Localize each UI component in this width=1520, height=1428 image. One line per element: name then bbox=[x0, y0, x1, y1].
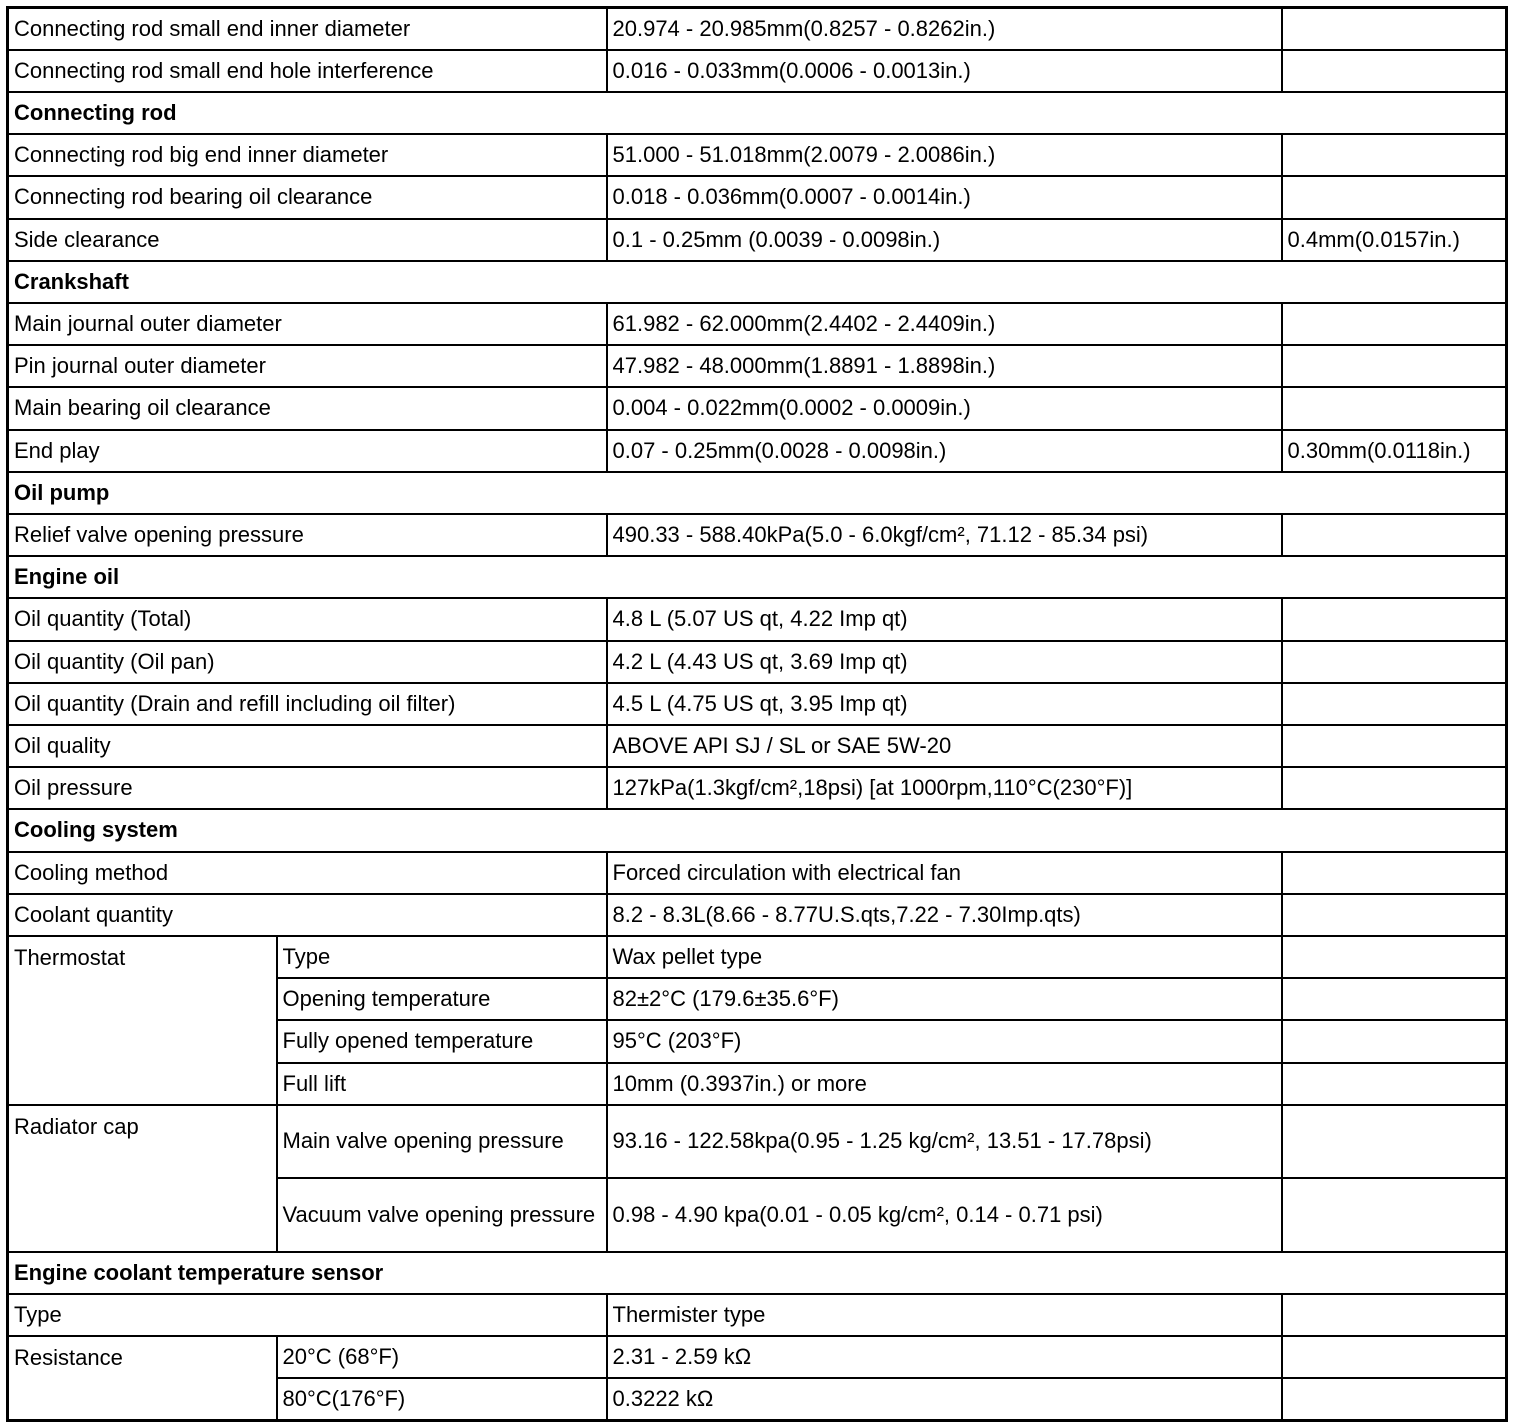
spec-label: Main bearing oil clearance bbox=[8, 387, 607, 429]
section-title-connecting-rod: Connecting rod bbox=[8, 92, 1507, 134]
spec-label: Side clearance bbox=[8, 219, 607, 261]
spec-value: 4.8 L (5.07 US qt, 4.22 Imp qt) bbox=[607, 598, 1282, 640]
spec-value: 10mm (0.3937in.) or more bbox=[607, 1063, 1282, 1105]
spec-label: Connecting rod small end hole interference bbox=[8, 50, 607, 92]
spec-limit bbox=[1282, 1336, 1507, 1378]
spec-value: 95°C (203°F) bbox=[607, 1020, 1282, 1062]
spec-value: 61.982 - 62.000mm(2.4402 - 2.4409in.) bbox=[607, 303, 1282, 345]
table-row bbox=[8, 303, 1507, 345]
spec-value: 20.974 - 20.985mm(0.8257 - 0.8262in.) bbox=[607, 8, 1282, 50]
spec-label: Cooling method bbox=[8, 852, 607, 894]
spec-label: Oil quality bbox=[8, 725, 607, 767]
spec-sublabel: Full lift bbox=[277, 1063, 607, 1105]
table-row bbox=[8, 8, 1507, 50]
spec-limit bbox=[1282, 176, 1507, 218]
spec-limit bbox=[1282, 50, 1507, 92]
section-header-row bbox=[8, 261, 1507, 303]
table-row bbox=[8, 387, 1507, 429]
section-title-ect-sensor: Engine coolant temperature sensor bbox=[8, 1252, 1507, 1294]
spec-value: 2.31 - 2.59 kΩ bbox=[607, 1336, 1282, 1378]
table-row bbox=[8, 725, 1507, 767]
spec-limit bbox=[1282, 1294, 1507, 1336]
spec-limit bbox=[1282, 936, 1507, 978]
spec-sublabel: 20°C (68°F) bbox=[277, 1336, 607, 1378]
section-header-row bbox=[8, 1252, 1507, 1294]
spec-limit bbox=[1282, 303, 1507, 345]
table-row bbox=[8, 1336, 1507, 1378]
spec-value: 0.016 - 0.033mm(0.0006 - 0.0013in.) bbox=[607, 50, 1282, 92]
spec-limit bbox=[1282, 767, 1507, 809]
spec-label: Type bbox=[8, 1294, 607, 1336]
spec-value: Wax pellet type bbox=[607, 936, 1282, 978]
table-row bbox=[8, 1105, 1507, 1178]
section-header-row bbox=[8, 472, 1507, 514]
spec-sublabel: Type bbox=[277, 936, 607, 978]
spec-label: Oil pressure bbox=[8, 767, 607, 809]
spec-sublabel: Fully opened temperature bbox=[277, 1020, 607, 1062]
spec-label: Pin journal outer diameter bbox=[8, 345, 607, 387]
table-row bbox=[8, 641, 1507, 683]
spec-limit bbox=[1282, 514, 1507, 556]
spec-limit bbox=[1282, 1020, 1507, 1062]
spec-value: ABOVE API SJ / SL or SAE 5W-20 bbox=[607, 725, 1282, 767]
spec-value: 0.3222 kΩ bbox=[607, 1378, 1282, 1420]
table-row bbox=[8, 852, 1507, 894]
spec-sublabel: Main valve opening pressure bbox=[277, 1105, 607, 1178]
table-row bbox=[8, 50, 1507, 92]
spec-value: 0.004 - 0.022mm(0.0002 - 0.0009in.) bbox=[607, 387, 1282, 429]
spec-value: 82±2°C (179.6±35.6°F) bbox=[607, 978, 1282, 1020]
spec-label: Oil quantity (Total) bbox=[8, 598, 607, 640]
table-row bbox=[8, 894, 1507, 936]
spec-limit bbox=[1282, 1105, 1507, 1178]
spec-value: 8.2 - 8.3L(8.66 - 8.77U.S.qts,7.22 - 7.30Imp.qts) bbox=[607, 894, 1282, 936]
section-title-engine-oil: Engine oil bbox=[8, 556, 1507, 598]
spec-limit: 0.4mm(0.0157in.) bbox=[1282, 219, 1507, 261]
spec-label: Coolant quantity bbox=[8, 894, 607, 936]
spec-value: Thermister type bbox=[607, 1294, 1282, 1336]
spec-value: 0.98 - 4.90 kpa(0.01 - 0.05 kg/cm², 0.14 - 0.71 psi) bbox=[607, 1178, 1282, 1251]
spec-value: 0.1 - 0.25mm (0.0039 - 0.0098in.) bbox=[607, 219, 1282, 261]
spec-limit bbox=[1282, 683, 1507, 725]
table-row bbox=[8, 1294, 1507, 1336]
spec-label: Connecting rod big end inner diameter bbox=[8, 134, 607, 176]
spec-value: 127kPa(1.3kgf/cm²,18psi) [at 1000rpm,110°C(230°F)] bbox=[607, 767, 1282, 809]
spec-limit bbox=[1282, 8, 1507, 50]
spec-limit bbox=[1282, 978, 1507, 1020]
spec-label: Main journal outer diameter bbox=[8, 303, 607, 345]
spec-label: Connecting rod small end inner diameter bbox=[8, 8, 607, 50]
spec-label: Oil quantity (Oil pan) bbox=[8, 641, 607, 683]
section-header-row bbox=[8, 92, 1507, 134]
spec-limit bbox=[1282, 852, 1507, 894]
spec-value: Forced circulation with electrical fan bbox=[607, 852, 1282, 894]
spec-value: 51.000 - 51.018mm(2.0079 - 2.0086in.) bbox=[607, 134, 1282, 176]
group-label-radiator-cap: Radiator cap bbox=[8, 1105, 277, 1252]
section-title-crankshaft: Crankshaft bbox=[8, 261, 1507, 303]
table-row bbox=[8, 598, 1507, 640]
spec-value: 0.018 - 0.036mm(0.0007 - 0.0014in.) bbox=[607, 176, 1282, 218]
table-row bbox=[8, 176, 1507, 218]
spec-value: 490.33 - 588.40kPa(5.0 - 6.0kgf/cm², 71.12 - 85.34 psi) bbox=[607, 514, 1282, 556]
spec-value: 93.16 - 122.58kpa(0.95 - 1.25 kg/cm², 13.51 - 17.78psi) bbox=[607, 1105, 1282, 1178]
spec-value: 47.982 - 48.000mm(1.8891 - 1.8898in.) bbox=[607, 345, 1282, 387]
spec-label: End play bbox=[8, 430, 607, 472]
spec-limit bbox=[1282, 1063, 1507, 1105]
table-row bbox=[8, 430, 1507, 472]
spec-label: Connecting rod bearing oil clearance bbox=[8, 176, 607, 218]
spec-limit bbox=[1282, 641, 1507, 683]
spec-limit: 0.30mm(0.0118in.) bbox=[1282, 430, 1507, 472]
spec-sublabel: Vacuum valve opening pressure bbox=[277, 1178, 607, 1251]
specification-table bbox=[6, 6, 1508, 1422]
spec-limit bbox=[1282, 894, 1507, 936]
spec-label: Oil quantity (Drain and refill including oil filter) bbox=[8, 683, 607, 725]
table-row bbox=[8, 514, 1507, 556]
section-header-row bbox=[8, 556, 1507, 598]
spec-limit bbox=[1282, 598, 1507, 640]
table-row bbox=[8, 134, 1507, 176]
spec-sublabel: Opening temperature bbox=[277, 978, 607, 1020]
section-title-cooling-system: Cooling system bbox=[8, 809, 1507, 851]
spec-value: 0.07 - 0.25mm(0.0028 - 0.0098in.) bbox=[607, 430, 1282, 472]
spec-limit bbox=[1282, 387, 1507, 429]
spec-value: 4.2 L (4.43 US qt, 3.69 Imp qt) bbox=[607, 641, 1282, 683]
spec-label: Relief valve opening pressure bbox=[8, 514, 607, 556]
spec-value: 4.5 L (4.75 US qt, 3.95 Imp qt) bbox=[607, 683, 1282, 725]
spec-limit bbox=[1282, 1178, 1507, 1251]
section-header-row bbox=[8, 809, 1507, 851]
table-row bbox=[8, 219, 1507, 261]
group-label-thermostat: Thermostat bbox=[8, 936, 277, 1105]
section-title-oil-pump: Oil pump bbox=[8, 472, 1507, 514]
spec-limit bbox=[1282, 725, 1507, 767]
spec-limit bbox=[1282, 134, 1507, 176]
table-row bbox=[8, 767, 1507, 809]
spec-limit bbox=[1282, 345, 1507, 387]
table-row bbox=[8, 936, 1507, 978]
table-row bbox=[8, 683, 1507, 725]
spec-limit bbox=[1282, 1378, 1507, 1420]
group-label-resistance: Resistance bbox=[8, 1336, 277, 1421]
table-row bbox=[8, 345, 1507, 387]
spec-sublabel: 80°C(176°F) bbox=[277, 1378, 607, 1420]
